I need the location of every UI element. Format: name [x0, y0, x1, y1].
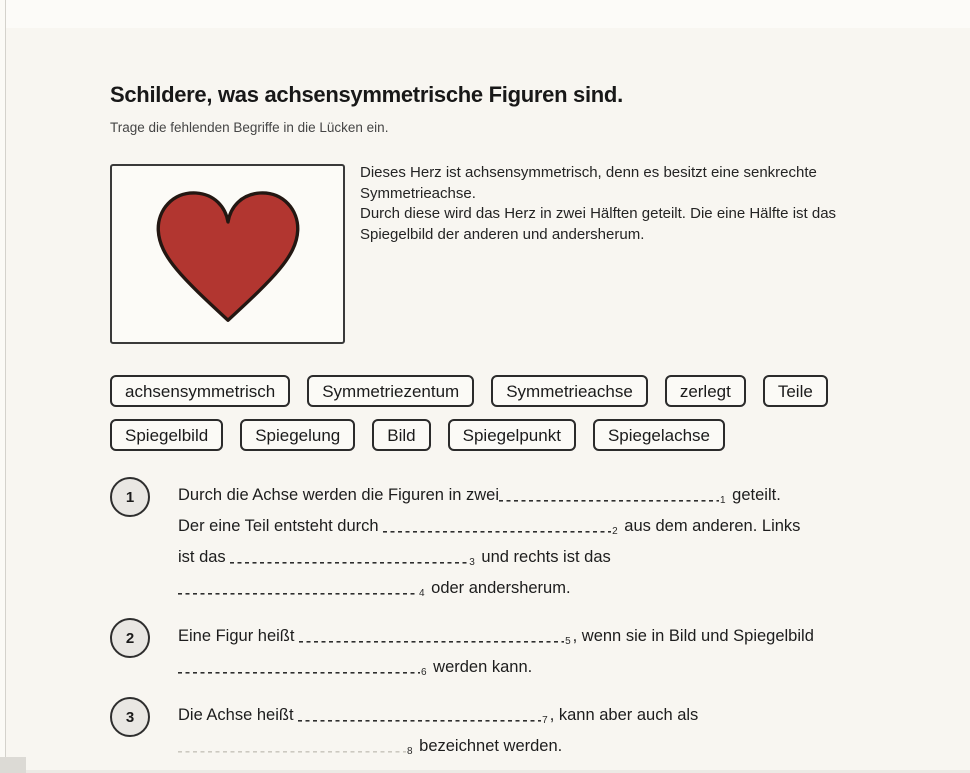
question-line: [178, 486, 814, 517]
question-number-badge: 3: [110, 697, 150, 737]
example-text-line: Dieses Herz ist achsensymmetrisch, denn es besitzt eine senkrechte: [360, 164, 817, 181]
answer-blank[interactable]: [383, 520, 611, 533]
blank-number: 3: [469, 557, 475, 568]
word-chip[interactable]: Symmetrieachse: [491, 375, 648, 407]
heart-icon: [144, 177, 312, 335]
questions: [110, 477, 814, 773]
question: [110, 618, 814, 689]
question-text: oder andersherum.: [426, 579, 571, 597]
question-text: aus dem anderen. Links: [619, 517, 801, 535]
blank-number: 1: [720, 495, 726, 506]
question-line: [178, 548, 814, 579]
question-number-badge: 2: [110, 618, 150, 658]
question: [110, 697, 814, 768]
question-text: ist das: [178, 548, 231, 566]
example-text: [360, 163, 836, 245]
question-line: [178, 579, 814, 610]
question-text: geteilt.: [727, 486, 781, 504]
example-text-line: Durch diese wird das Herz in zwei Hälften geteilt. Die eine Hälfte ist das: [360, 205, 837, 222]
top-margin: [0, 0, 970, 28]
bottom-left-corner: [0, 757, 26, 773]
question-text: Eine Figur heißt: [178, 627, 300, 645]
question-text: bezeichnet werden.: [414, 737, 563, 755]
example-image-box: [110, 164, 345, 344]
question-line: [178, 706, 814, 737]
question-text: Der eine Teil entsteht durch: [178, 517, 384, 535]
word-bank-row-2: [110, 419, 725, 451]
word-chip[interactable]: Spiegelbild: [110, 419, 223, 451]
answer-blank[interactable]: [178, 582, 418, 595]
answer-blank[interactable]: [499, 489, 719, 502]
question-text: und rechts ist das: [476, 548, 611, 566]
question-text: Durch die Achse werden die Figuren in zwei: [178, 486, 500, 504]
example-text-line: Symmetrieachse.: [360, 184, 476, 202]
page-title: Schildere, was achsensymmetrische Figuren sind.: [110, 82, 623, 107]
word-chip[interactable]: Spiegelpunkt: [448, 419, 576, 451]
answer-blank[interactable]: [178, 740, 406, 753]
question-text: Die Achse heißt: [178, 706, 299, 724]
word-chip[interactable]: Teile: [763, 375, 828, 407]
answer-blank[interactable]: [298, 709, 541, 722]
word-chip[interactable]: achsensymmetrisch: [110, 375, 290, 407]
blank-number: 5: [565, 636, 571, 647]
question-number-badge: 1: [110, 477, 150, 517]
question-text: , kann aber auch als: [549, 706, 699, 724]
word-chip[interactable]: Spiegelachse: [593, 419, 725, 451]
word-chip[interactable]: Bild: [372, 419, 430, 451]
blank-number: 8: [407, 746, 413, 757]
question-line: [178, 658, 814, 689]
left-edge-line: [5, 0, 6, 773]
question-line: [178, 517, 814, 548]
question-lines: [178, 697, 814, 768]
page-instruction: Trage die fehlenden Begriffe in die Lücken ein.: [110, 120, 389, 135]
blank-number: 6: [421, 667, 427, 678]
example-text-line: Spiegelbild der anderen und andersherum.: [360, 225, 645, 243]
question-lines: [178, 477, 814, 610]
question: [110, 477, 814, 610]
answer-blank[interactable]: [299, 630, 564, 643]
word-chip[interactable]: Spiegelung: [240, 419, 355, 451]
question-lines: [178, 618, 814, 689]
answer-blank[interactable]: [230, 551, 468, 564]
word-chip[interactable]: zerlegt: [665, 375, 746, 407]
blank-number: 4: [419, 588, 425, 599]
word-chip[interactable]: Symmetriezentum: [307, 375, 474, 407]
blank-number: 7: [542, 715, 548, 726]
question-text: , wenn sie in Bild und Spiegelbild: [572, 627, 814, 645]
blank-number: 2: [612, 526, 618, 537]
question-line: [178, 737, 814, 768]
question-line: [178, 627, 814, 658]
word-bank-row-1: [110, 375, 828, 407]
question-text: werden kann.: [428, 658, 533, 676]
answer-blank[interactable]: [178, 661, 420, 674]
